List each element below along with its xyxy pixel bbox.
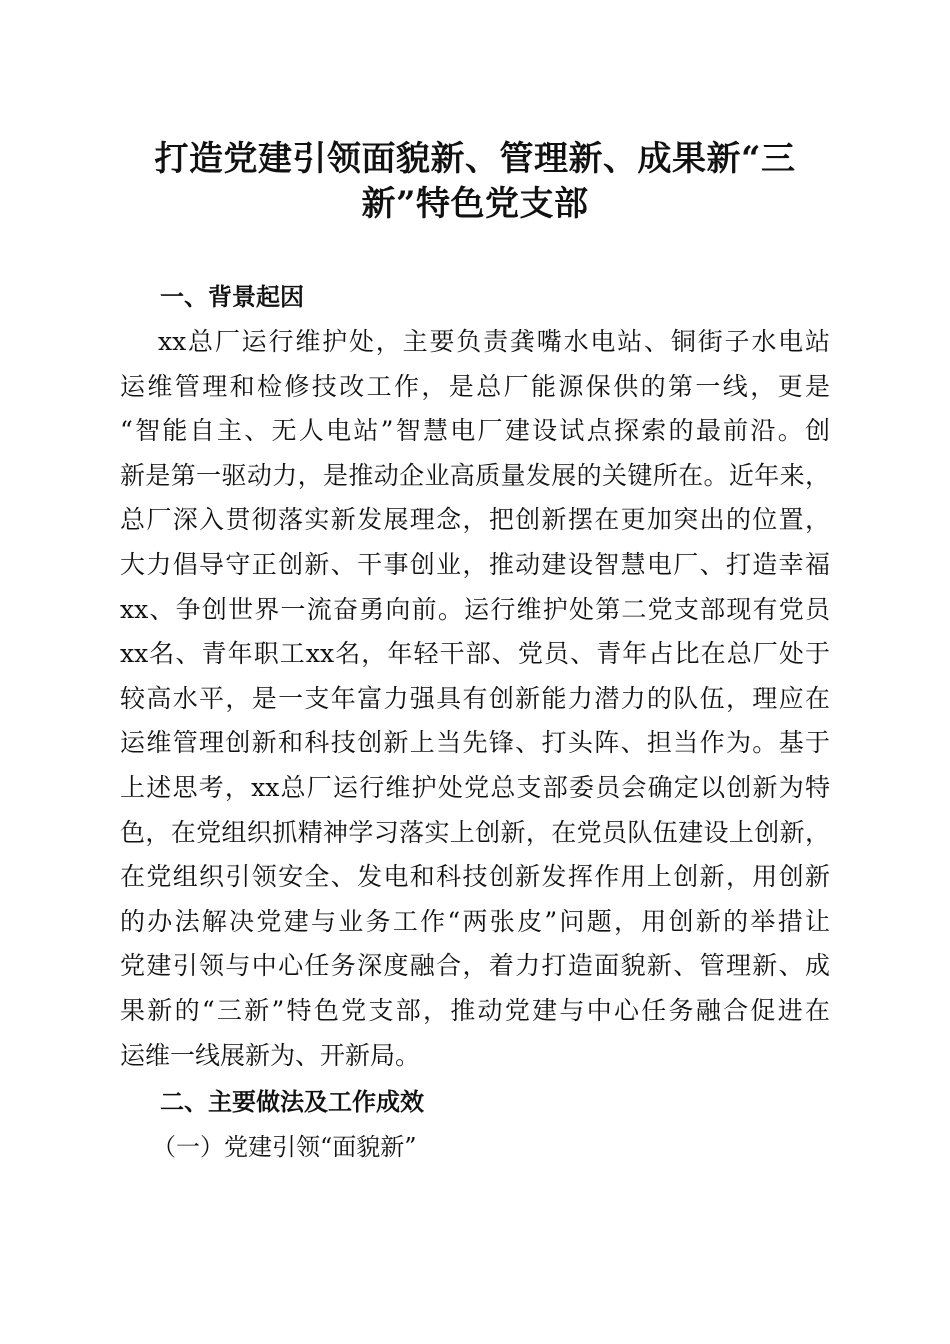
paragraph-line: 上述思考，xx总厂运行维护处党总支部委员会确定以创新为特 bbox=[120, 772, 830, 802]
paragraph-line: 较高水平，是一支年富力强具有创新能力潜力的队伍，理应在 bbox=[120, 683, 830, 713]
paragraph-line: 运维一线展新为、开新局。 bbox=[120, 1040, 421, 1070]
paragraph-line: 果新的“三新”特色党支部，推动党建与中心任务融合促进在 bbox=[120, 995, 830, 1025]
paragraph-line: 运维管理创新和科技创新上当先锋、打头阵、担当作为。基于 bbox=[120, 728, 830, 758]
paragraph-line: xx总厂运行维护处，主要负责龚嘴水电站、铜街子水电站 bbox=[158, 327, 830, 356]
paragraph-background bbox=[120, 320, 830, 1078]
subsection-heading-appearance: （一）党建引领“面貌新” bbox=[152, 1133, 417, 1161]
paragraph-line: 党建引领与中心任务深度融合，着力打造面貌新、管理新、成 bbox=[120, 951, 830, 981]
section-heading-main-practices: 二、主要做法及工作成效 bbox=[160, 1088, 424, 1116]
paragraph-line: “智能自主、无人电站”智慧电厂建设试点探索的最前沿。创 bbox=[120, 416, 830, 446]
paragraph-line: 在党组织引领安全、发电和科技创新发挥作用上创新，用创新 bbox=[120, 862, 830, 892]
title-line-1: 打造党建引领面貌新、管理新、成果新“三 bbox=[154, 139, 796, 179]
paragraph-line: xx名、青年职工xx名，年轻干部、党员、青年占比在总厂处于 bbox=[120, 639, 830, 669]
paragraph-line: 运维管理和检修技改工作，是总厂能源保供的第一线，更是 bbox=[120, 371, 830, 401]
paragraph-line: 总厂深入贯彻落实新发展理念，把创新摆在更加突出的位置， bbox=[120, 505, 830, 535]
title-line-2: 新”特色党支部 bbox=[361, 184, 589, 224]
paragraph-line: 的办法解决党建与业务工作“两张皮”问题，用创新的举措让 bbox=[120, 906, 830, 936]
section-heading-background: 一、背景起因 bbox=[160, 283, 304, 311]
document-title bbox=[0, 137, 950, 227]
paragraph-line: 新是第一驱动力，是推动企业高质量发展的关键所在。近年来， bbox=[120, 460, 830, 490]
paragraph-line: 大力倡导守正创新、干事创业，推动建设智慧电厂、打造幸福 bbox=[120, 549, 830, 579]
paragraph-line: xx、争创世界一流奋勇向前。运行维护处第二党支部现有党员 bbox=[120, 594, 830, 624]
paragraph-line: 色，在党组织抓精神学习落实上创新，在党员队伍建设上创新， bbox=[120, 817, 830, 847]
